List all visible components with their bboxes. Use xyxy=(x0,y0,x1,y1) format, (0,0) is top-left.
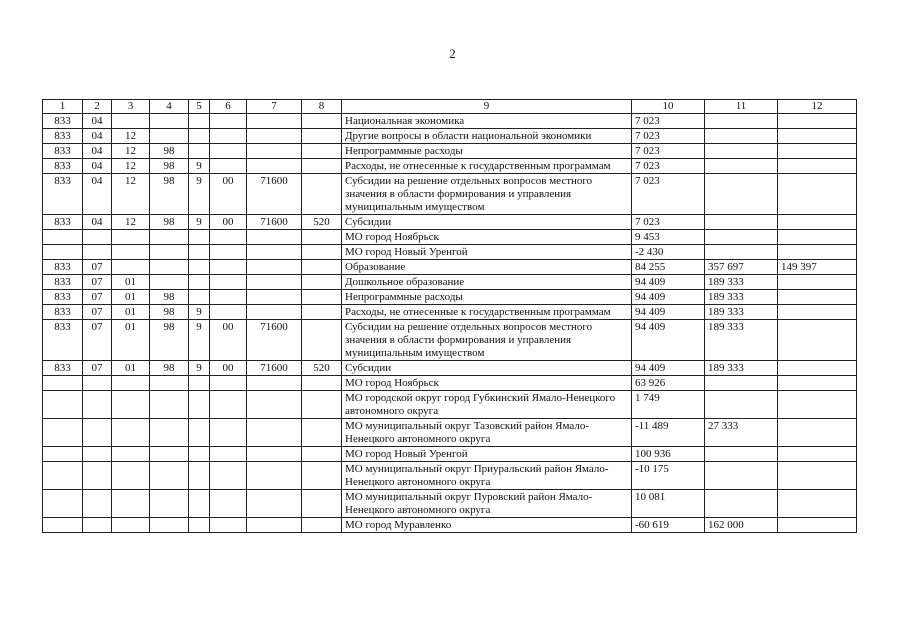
table-cell: -11 489 xyxy=(632,419,705,447)
table-cell: 7 023 xyxy=(632,129,705,144)
table-cell xyxy=(189,144,210,159)
table-cell xyxy=(247,447,302,462)
column-header: 8 xyxy=(302,100,342,114)
table-cell: 12 xyxy=(112,174,150,215)
table-cell xyxy=(247,230,302,245)
table-cell xyxy=(150,245,189,260)
table-cell xyxy=(150,462,189,490)
table-cell xyxy=(83,490,112,518)
table-cell xyxy=(210,290,247,305)
row-description-cell: МО город Новый Уренгой xyxy=(342,447,632,462)
table-cell xyxy=(778,174,857,215)
column-header: 9 xyxy=(342,100,632,114)
table-cell: 04 xyxy=(83,159,112,174)
table-cell xyxy=(83,376,112,391)
row-description-cell: МО город Новый Уренгой xyxy=(342,245,632,260)
table-row xyxy=(43,518,857,533)
column-header: 10 xyxy=(632,100,705,114)
table-cell xyxy=(189,419,210,447)
row-description-cell: Непрограммные расходы xyxy=(342,290,632,305)
table-cell xyxy=(112,230,150,245)
table-cell xyxy=(302,275,342,290)
row-description-cell: МО муниципальный округ Тазовский район Ямало-Ненецкого автономного округа xyxy=(342,419,632,447)
table-cell xyxy=(150,447,189,462)
table-cell xyxy=(302,230,342,245)
table-cell xyxy=(43,447,83,462)
table-cell xyxy=(43,376,83,391)
table-cell: 149 397 xyxy=(778,260,857,275)
table-cell: 27 333 xyxy=(705,419,778,447)
column-header: 5 xyxy=(189,100,210,114)
table-cell: 94 409 xyxy=(632,290,705,305)
table-cell: 833 xyxy=(43,215,83,230)
table-cell xyxy=(210,114,247,129)
table-cell xyxy=(83,419,112,447)
table-cell xyxy=(247,490,302,518)
table-cell xyxy=(247,419,302,447)
table-row xyxy=(43,159,857,174)
table-cell xyxy=(150,114,189,129)
table-cell: 98 xyxy=(150,305,189,320)
table-cell xyxy=(189,129,210,144)
column-header: 1 xyxy=(43,100,83,114)
table-cell xyxy=(189,462,210,490)
table-cell xyxy=(189,245,210,260)
column-header: 7 xyxy=(247,100,302,114)
budget-table xyxy=(42,99,857,533)
table-cell xyxy=(778,215,857,230)
table-cell: 9 xyxy=(189,361,210,376)
table-cell xyxy=(189,260,210,275)
row-description-cell: МО город Муравленко xyxy=(342,518,632,533)
table-cell: 01 xyxy=(112,320,150,361)
table-header-row xyxy=(43,100,857,114)
table-cell xyxy=(705,144,778,159)
table-cell xyxy=(302,260,342,275)
table-cell xyxy=(302,462,342,490)
table-cell: 189 333 xyxy=(705,361,778,376)
table-cell xyxy=(112,462,150,490)
table-cell xyxy=(705,174,778,215)
table-cell xyxy=(112,447,150,462)
row-description-cell: Субсидии на решение отдельных вопросов местного значения в области формирования и управления муниципальным имуществом xyxy=(342,320,632,361)
table-cell xyxy=(189,230,210,245)
table-cell xyxy=(302,114,342,129)
table-row xyxy=(43,290,857,305)
table-cell xyxy=(83,447,112,462)
column-header: 6 xyxy=(210,100,247,114)
table-cell xyxy=(247,518,302,533)
table-cell xyxy=(83,391,112,419)
row-description-cell: МО город Ноябрьск xyxy=(342,230,632,245)
table-cell xyxy=(705,230,778,245)
table-cell: 10 081 xyxy=(632,490,705,518)
table-cell: 01 xyxy=(112,305,150,320)
table-cell xyxy=(302,391,342,419)
table-cell: 00 xyxy=(210,320,247,361)
table-cell xyxy=(705,159,778,174)
table-cell xyxy=(302,320,342,361)
table-cell xyxy=(247,144,302,159)
table-cell: 12 xyxy=(112,129,150,144)
table-cell xyxy=(302,144,342,159)
table-cell: 01 xyxy=(112,290,150,305)
table-cell xyxy=(43,419,83,447)
table-cell: 04 xyxy=(83,114,112,129)
table-cell: 833 xyxy=(43,275,83,290)
row-description-cell: Дошкольное образование xyxy=(342,275,632,290)
table-row xyxy=(43,230,857,245)
table-cell xyxy=(778,230,857,245)
table-cell: 94 409 xyxy=(632,320,705,361)
table-cell: 520 xyxy=(302,215,342,230)
table-cell xyxy=(778,376,857,391)
table-cell xyxy=(210,260,247,275)
table-cell xyxy=(302,129,342,144)
table-cell xyxy=(705,215,778,230)
table-cell xyxy=(778,159,857,174)
column-header: 2 xyxy=(83,100,112,114)
table-cell xyxy=(705,129,778,144)
table-cell xyxy=(189,376,210,391)
table-cell: 7 023 xyxy=(632,114,705,129)
table-row xyxy=(43,462,857,490)
table-cell xyxy=(778,290,857,305)
table-cell xyxy=(247,275,302,290)
table-cell: 04 xyxy=(83,144,112,159)
table-cell: 833 xyxy=(43,290,83,305)
column-header: 3 xyxy=(112,100,150,114)
table-cell xyxy=(189,391,210,419)
table-row xyxy=(43,490,857,518)
table-cell: 71600 xyxy=(247,361,302,376)
table-cell xyxy=(302,419,342,447)
table-cell: 833 xyxy=(43,320,83,361)
table-cell xyxy=(112,376,150,391)
table-cell xyxy=(778,129,857,144)
table-cell: 63 926 xyxy=(632,376,705,391)
table-cell xyxy=(705,245,778,260)
table-cell xyxy=(302,447,342,462)
table-cell xyxy=(705,447,778,462)
table-cell: 9 xyxy=(189,320,210,361)
table-cell xyxy=(112,260,150,275)
table-cell: 71600 xyxy=(247,320,302,361)
table-cell: 00 xyxy=(210,361,247,376)
table-cell: 12 xyxy=(112,215,150,230)
table-cell xyxy=(43,518,83,533)
table-cell: 9 xyxy=(189,215,210,230)
table-cell xyxy=(705,490,778,518)
table-cell xyxy=(247,305,302,320)
table-cell xyxy=(247,245,302,260)
table-cell: 94 409 xyxy=(632,275,705,290)
table-cell: 1 749 xyxy=(632,391,705,419)
table-row xyxy=(43,144,857,159)
table-cell xyxy=(302,518,342,533)
table-cell xyxy=(210,305,247,320)
table-cell xyxy=(778,114,857,129)
table-cell xyxy=(778,419,857,447)
table-cell: 98 xyxy=(150,215,189,230)
table-row xyxy=(43,361,857,376)
row-description-cell: МО город Ноябрьск xyxy=(342,376,632,391)
table-row xyxy=(43,129,857,144)
table-cell: 833 xyxy=(43,114,83,129)
table-cell xyxy=(778,391,857,419)
row-description-cell: Субсидии на решение отдельных вопросов местного значения в области формирования и управления муниципальным имуществом xyxy=(342,174,632,215)
table-cell xyxy=(210,462,247,490)
table-row xyxy=(43,215,857,230)
table-cell xyxy=(150,230,189,245)
table-cell xyxy=(247,462,302,490)
table-cell: 189 333 xyxy=(705,275,778,290)
table-cell xyxy=(705,462,778,490)
table-body xyxy=(43,114,857,533)
table-cell: 04 xyxy=(83,174,112,215)
table-cell xyxy=(150,376,189,391)
table-row xyxy=(43,376,857,391)
table-cell xyxy=(210,518,247,533)
table-cell: 7 023 xyxy=(632,174,705,215)
table-cell xyxy=(302,290,342,305)
table-cell: 9 xyxy=(189,174,210,215)
table-cell: 189 333 xyxy=(705,320,778,361)
column-header: 4 xyxy=(150,100,189,114)
table-cell xyxy=(150,490,189,518)
table-cell xyxy=(150,129,189,144)
table-cell xyxy=(247,391,302,419)
table-cell xyxy=(189,114,210,129)
table-cell xyxy=(189,490,210,518)
table-cell xyxy=(247,129,302,144)
table-cell: -10 175 xyxy=(632,462,705,490)
table-cell: 04 xyxy=(83,129,112,144)
table-row xyxy=(43,174,857,215)
table-cell: 07 xyxy=(83,305,112,320)
row-description-cell: МО муниципальный округ Пуровский район Ямало-Ненецкого автономного округа xyxy=(342,490,632,518)
table-row xyxy=(43,260,857,275)
table-cell xyxy=(83,518,112,533)
row-description-cell: Расходы, не отнесенные к государственным программам xyxy=(342,159,632,174)
row-description-cell: Другие вопросы в области национальной экономики xyxy=(342,129,632,144)
table-cell: 01 xyxy=(112,361,150,376)
table-cell: 833 xyxy=(43,159,83,174)
table-cell xyxy=(302,305,342,320)
table-cell xyxy=(150,419,189,447)
table-cell xyxy=(210,391,247,419)
table-cell: 7 023 xyxy=(632,215,705,230)
table-cell xyxy=(302,490,342,518)
table-cell xyxy=(43,245,83,260)
table-cell xyxy=(210,245,247,260)
table-cell: 84 255 xyxy=(632,260,705,275)
row-description-cell: Национальная экономика xyxy=(342,114,632,129)
table-row xyxy=(43,114,857,129)
table-cell xyxy=(43,230,83,245)
table-cell xyxy=(705,376,778,391)
table-cell: 12 xyxy=(112,144,150,159)
table-cell xyxy=(210,159,247,174)
table-cell: 07 xyxy=(83,260,112,275)
table-cell xyxy=(247,260,302,275)
table-cell: 07 xyxy=(83,275,112,290)
table-cell xyxy=(150,391,189,419)
table-cell: 98 xyxy=(150,361,189,376)
table-cell xyxy=(43,391,83,419)
table-cell: 98 xyxy=(150,320,189,361)
table-cell: 07 xyxy=(83,290,112,305)
table-cell xyxy=(210,447,247,462)
table-cell: 833 xyxy=(43,305,83,320)
table-cell xyxy=(302,159,342,174)
table-row xyxy=(43,305,857,320)
table-cell xyxy=(302,174,342,215)
table-row xyxy=(43,391,857,419)
table-row xyxy=(43,447,857,462)
table-cell xyxy=(210,129,247,144)
table-cell xyxy=(210,275,247,290)
table-cell: 833 xyxy=(43,174,83,215)
table-row xyxy=(43,245,857,260)
table-cell: 71600 xyxy=(247,174,302,215)
table-cell: -2 430 xyxy=(632,245,705,260)
table-cell xyxy=(150,275,189,290)
table-cell: 94 409 xyxy=(632,361,705,376)
row-description-cell: Образование xyxy=(342,260,632,275)
table-cell xyxy=(778,447,857,462)
table-cell: 94 409 xyxy=(632,305,705,320)
table-cell xyxy=(778,245,857,260)
table-cell xyxy=(247,159,302,174)
table-row xyxy=(43,275,857,290)
table-cell: 9 xyxy=(189,159,210,174)
table-cell: 189 333 xyxy=(705,290,778,305)
table-cell xyxy=(43,490,83,518)
table-cell xyxy=(247,114,302,129)
table-cell xyxy=(43,462,83,490)
table-cell: 833 xyxy=(43,129,83,144)
table-cell: 162 000 xyxy=(705,518,778,533)
table-cell: -60 619 xyxy=(632,518,705,533)
table-cell xyxy=(210,376,247,391)
row-description-cell: Субсидии xyxy=(342,361,632,376)
table-cell: 98 xyxy=(150,290,189,305)
table-cell xyxy=(150,518,189,533)
table-cell: 7 023 xyxy=(632,144,705,159)
table-cell xyxy=(112,245,150,260)
table-cell: 12 xyxy=(112,159,150,174)
row-description-cell: МО городской округ город Губкинский Ямало-Ненецкого автономного округа xyxy=(342,391,632,419)
page-number: 2 xyxy=(449,46,456,61)
table-cell: 01 xyxy=(112,275,150,290)
table-cell xyxy=(83,230,112,245)
table-cell: 520 xyxy=(302,361,342,376)
row-description-cell: Непрограммные расходы xyxy=(342,144,632,159)
table-cell xyxy=(210,490,247,518)
table-cell: 357 697 xyxy=(705,260,778,275)
table-cell: 00 xyxy=(210,215,247,230)
table-cell: 07 xyxy=(83,320,112,361)
row-description-cell: Расходы, не отнесенные к государственным программам xyxy=(342,305,632,320)
table-cell: 9 453 xyxy=(632,230,705,245)
table-cell xyxy=(112,419,150,447)
table-cell xyxy=(189,275,210,290)
table-cell: 98 xyxy=(150,159,189,174)
table-cell: 833 xyxy=(43,361,83,376)
table-cell xyxy=(705,114,778,129)
table-cell xyxy=(112,391,150,419)
table-cell xyxy=(210,419,247,447)
table-cell: 833 xyxy=(43,144,83,159)
row-description-cell: Субсидии xyxy=(342,215,632,230)
table-row xyxy=(43,320,857,361)
table-cell: 833 xyxy=(43,260,83,275)
table-cell xyxy=(778,275,857,290)
table-cell xyxy=(778,518,857,533)
table-cell: 04 xyxy=(83,215,112,230)
table-row xyxy=(43,419,857,447)
table-cell xyxy=(705,391,778,419)
table-cell xyxy=(778,361,857,376)
table-cell: 98 xyxy=(150,174,189,215)
table-cell: 71600 xyxy=(247,215,302,230)
table-cell xyxy=(189,518,210,533)
table-cell xyxy=(112,518,150,533)
table-cell: 100 936 xyxy=(632,447,705,462)
table-cell xyxy=(778,462,857,490)
table-cell xyxy=(210,144,247,159)
table-cell xyxy=(150,260,189,275)
table-cell: 98 xyxy=(150,144,189,159)
table-cell xyxy=(112,490,150,518)
table-cell: 9 xyxy=(189,305,210,320)
table-cell xyxy=(247,290,302,305)
table-cell xyxy=(778,144,857,159)
table-cell xyxy=(83,245,112,260)
table-cell xyxy=(302,245,342,260)
table-cell xyxy=(302,376,342,391)
column-header: 11 xyxy=(705,100,778,114)
table-cell xyxy=(112,114,150,129)
table-cell xyxy=(778,305,857,320)
table-cell xyxy=(189,290,210,305)
table-cell: 7 023 xyxy=(632,159,705,174)
table-cell xyxy=(189,447,210,462)
table-cell: 189 333 xyxy=(705,305,778,320)
table-cell xyxy=(778,320,857,361)
table-cell xyxy=(210,230,247,245)
column-header: 12 xyxy=(778,100,857,114)
table-cell: 00 xyxy=(210,174,247,215)
table-cell xyxy=(247,376,302,391)
table-cell xyxy=(83,462,112,490)
row-description-cell: МО муниципальный округ Приуральский район Ямало-Ненецкого автономного округа xyxy=(342,462,632,490)
table-cell xyxy=(778,490,857,518)
table-cell: 07 xyxy=(83,361,112,376)
